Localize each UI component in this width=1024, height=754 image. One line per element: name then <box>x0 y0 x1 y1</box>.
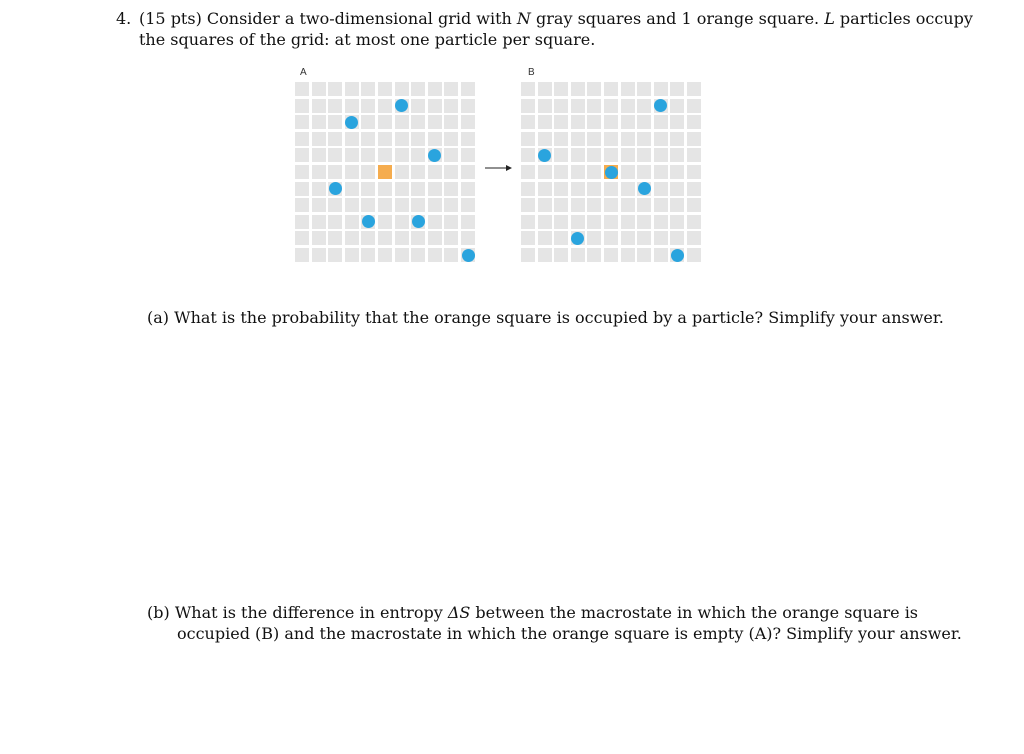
part-b-line-2: occupied (B) and the macrostate in which the orange square is empty (A)? Simplify your answer. <box>177 624 962 643</box>
gray-square <box>361 248 375 262</box>
particle <box>462 249 475 262</box>
gray-square <box>538 215 552 229</box>
gray-square <box>637 82 651 96</box>
gray-square <box>428 248 442 262</box>
gray-square <box>361 99 375 113</box>
gray-square <box>637 115 651 129</box>
gray-square <box>554 231 568 245</box>
gray-square <box>654 82 668 96</box>
gray-square <box>312 132 326 146</box>
gray-square <box>345 231 359 245</box>
gray-square <box>361 148 375 162</box>
gray-square <box>670 132 684 146</box>
gray-square <box>604 248 618 262</box>
gray-square <box>587 231 601 245</box>
particle <box>345 116 358 129</box>
grid-panel-b <box>521 82 704 265</box>
gray-square <box>670 115 684 129</box>
gray-square <box>687 215 701 229</box>
panel-b-label: B <box>528 67 535 78</box>
particle <box>329 182 342 195</box>
gray-square <box>295 215 309 229</box>
gray-square <box>395 215 409 229</box>
gray-square <box>604 115 618 129</box>
gray-square <box>538 198 552 212</box>
gray-square <box>312 182 326 196</box>
gray-square <box>521 248 535 262</box>
gray-square <box>637 165 651 179</box>
gray-square <box>538 99 552 113</box>
gray-square <box>587 82 601 96</box>
gray-square <box>604 82 618 96</box>
gray-square <box>621 99 635 113</box>
gray-square <box>411 182 425 196</box>
gray-square <box>345 182 359 196</box>
gray-square <box>444 99 458 113</box>
gray-square <box>428 198 442 212</box>
gray-square <box>378 82 392 96</box>
gray-square <box>295 115 309 129</box>
gray-square <box>461 115 475 129</box>
gray-square <box>295 132 309 146</box>
gray-square <box>654 248 668 262</box>
gray-square <box>670 231 684 245</box>
gray-square <box>444 165 458 179</box>
gray-square <box>428 99 442 113</box>
gray-square <box>328 198 342 212</box>
gray-square <box>328 148 342 162</box>
gray-square <box>571 82 585 96</box>
gray-square <box>312 82 326 96</box>
gray-square <box>521 165 535 179</box>
delta-s: ΔS <box>447 603 471 622</box>
gray-square <box>670 165 684 179</box>
gray-square <box>395 165 409 179</box>
gray-square <box>587 115 601 129</box>
particle <box>428 149 441 162</box>
gray-square <box>328 82 342 96</box>
particle <box>638 182 651 195</box>
gray-square <box>687 132 701 146</box>
gray-square <box>637 198 651 212</box>
gray-square <box>461 215 475 229</box>
gray-square <box>395 231 409 245</box>
gray-square <box>621 115 635 129</box>
gray-square <box>637 231 651 245</box>
gray-square <box>687 198 701 212</box>
gray-square <box>428 182 442 196</box>
gray-square <box>571 198 585 212</box>
gray-square <box>428 215 442 229</box>
gray-square <box>395 148 409 162</box>
gray-square <box>295 165 309 179</box>
question-text-b: gray squares and 1 orange square. <box>530 9 825 28</box>
particle <box>654 99 667 112</box>
gray-square <box>621 132 635 146</box>
gray-square <box>461 148 475 162</box>
particle <box>412 215 425 228</box>
gray-square <box>654 148 668 162</box>
gray-square <box>395 82 409 96</box>
gray-square <box>444 115 458 129</box>
gray-square <box>295 82 309 96</box>
gray-square <box>571 148 585 162</box>
gray-square <box>378 248 392 262</box>
gray-square <box>604 231 618 245</box>
gray-square <box>395 182 409 196</box>
question-text-c: particles occupy <box>834 9 973 28</box>
gray-square <box>378 115 392 129</box>
gray-square <box>428 132 442 146</box>
gray-square <box>361 115 375 129</box>
gray-square <box>295 231 309 245</box>
panel-a-label: A <box>300 67 307 78</box>
gray-square <box>654 182 668 196</box>
gray-square <box>312 99 326 113</box>
gray-square <box>428 82 442 96</box>
gray-square <box>637 132 651 146</box>
gray-square <box>361 82 375 96</box>
gray-square <box>361 165 375 179</box>
gray-square <box>621 182 635 196</box>
gray-square <box>521 99 535 113</box>
gray-square <box>654 132 668 146</box>
gray-square <box>637 248 651 262</box>
gray-square <box>571 215 585 229</box>
gray-square <box>554 198 568 212</box>
gray-square <box>687 231 701 245</box>
gray-square <box>587 248 601 262</box>
gray-square <box>295 148 309 162</box>
gray-square <box>554 165 568 179</box>
particle <box>538 149 551 162</box>
gray-square <box>461 132 475 146</box>
gray-square <box>521 215 535 229</box>
gray-square <box>621 148 635 162</box>
gray-square <box>571 182 585 196</box>
gray-square <box>587 198 601 212</box>
gray-square <box>411 148 425 162</box>
gray-square <box>411 231 425 245</box>
gray-square <box>345 198 359 212</box>
gray-square <box>328 99 342 113</box>
gray-square <box>538 82 552 96</box>
gray-square <box>461 198 475 212</box>
gray-square <box>670 198 684 212</box>
gray-square <box>378 132 392 146</box>
gray-square <box>587 215 601 229</box>
arrow-icon <box>484 162 514 174</box>
gray-square <box>461 99 475 113</box>
question-text-a: Consider a two-dimensional grid with <box>201 9 517 28</box>
gray-square <box>687 99 701 113</box>
gray-square <box>621 82 635 96</box>
gray-square <box>571 165 585 179</box>
gray-square <box>571 115 585 129</box>
gray-square <box>654 215 668 229</box>
gray-square <box>538 132 552 146</box>
part-a-label: (a) <box>147 308 170 327</box>
gray-square <box>312 148 326 162</box>
gray-square <box>444 82 458 96</box>
gray-square <box>461 82 475 96</box>
gray-square <box>411 248 425 262</box>
gray-square <box>621 215 635 229</box>
var-l: L <box>824 9 835 28</box>
gray-square <box>554 182 568 196</box>
points: (15 pts) <box>139 9 202 28</box>
gray-square <box>295 182 309 196</box>
gray-square <box>587 99 601 113</box>
particle <box>395 99 408 112</box>
gray-square <box>521 148 535 162</box>
part-b-text-a: What is the difference in entropy <box>169 603 448 622</box>
gray-square <box>538 115 552 129</box>
gray-square <box>378 198 392 212</box>
gray-square <box>361 132 375 146</box>
gray-square <box>604 132 618 146</box>
gray-square <box>687 182 701 196</box>
gray-square <box>687 165 701 179</box>
gray-square <box>312 115 326 129</box>
gray-square <box>654 165 668 179</box>
gray-square <box>670 82 684 96</box>
gray-square <box>345 82 359 96</box>
gray-square <box>687 248 701 262</box>
gray-square <box>538 165 552 179</box>
question-line-1 <box>139 9 973 29</box>
gray-square <box>428 165 442 179</box>
gray-square <box>378 215 392 229</box>
part-a <box>147 308 944 328</box>
gray-square <box>687 115 701 129</box>
gray-square <box>295 198 309 212</box>
particle <box>571 232 584 245</box>
gray-square <box>345 248 359 262</box>
gray-square <box>444 198 458 212</box>
question-line-2: the squares of the grid: at most one particle per square. <box>139 30 596 49</box>
gray-square <box>654 115 668 129</box>
gray-square <box>604 182 618 196</box>
gray-square <box>604 198 618 212</box>
gray-square <box>328 132 342 146</box>
gray-square <box>521 115 535 129</box>
gray-square <box>345 165 359 179</box>
grid-panel-a <box>295 82 478 265</box>
gray-square <box>554 82 568 96</box>
gray-square <box>395 132 409 146</box>
gray-square <box>345 215 359 229</box>
part-b-line-1 <box>147 603 918 623</box>
gray-square <box>687 82 701 96</box>
part-a-text: What is the probability that the orange square is occupied by a particle? Simplify your answer. <box>169 308 944 327</box>
var-n: N <box>516 9 531 28</box>
gray-square <box>361 198 375 212</box>
gray-square <box>461 182 475 196</box>
gray-square <box>571 248 585 262</box>
gray-square <box>571 132 585 146</box>
gray-square <box>378 99 392 113</box>
gray-square <box>670 148 684 162</box>
gray-square <box>621 231 635 245</box>
part-b-label: (b) <box>147 603 170 622</box>
gray-square <box>312 165 326 179</box>
gray-square <box>361 231 375 245</box>
gray-square <box>637 99 651 113</box>
gray-square <box>654 231 668 245</box>
gray-square <box>378 182 392 196</box>
gray-square <box>670 215 684 229</box>
gray-square <box>604 148 618 162</box>
gray-square <box>411 99 425 113</box>
gray-square <box>444 182 458 196</box>
particle <box>671 249 684 262</box>
gray-square <box>378 231 392 245</box>
gray-square <box>554 248 568 262</box>
gray-square <box>428 115 442 129</box>
gray-square <box>521 182 535 196</box>
gray-square <box>604 99 618 113</box>
gray-square <box>395 248 409 262</box>
gray-square <box>538 248 552 262</box>
gray-square <box>395 115 409 129</box>
gray-square <box>345 99 359 113</box>
gray-square <box>461 165 475 179</box>
gray-square <box>637 148 651 162</box>
gray-square <box>444 215 458 229</box>
gray-square <box>521 231 535 245</box>
gray-square <box>345 132 359 146</box>
gray-square <box>444 132 458 146</box>
gray-square <box>328 231 342 245</box>
gray-square <box>670 182 684 196</box>
gray-square <box>554 148 568 162</box>
gray-square <box>428 231 442 245</box>
gray-square <box>621 198 635 212</box>
gray-square <box>604 215 618 229</box>
gray-square <box>687 148 701 162</box>
gray-square <box>295 99 309 113</box>
gray-square <box>328 165 342 179</box>
gray-square <box>461 231 475 245</box>
gray-square <box>328 248 342 262</box>
gray-square <box>411 115 425 129</box>
gray-square <box>444 231 458 245</box>
gray-square <box>312 231 326 245</box>
gray-square <box>521 198 535 212</box>
part-b-text-b: between the macrostate in which the orange square is <box>470 603 919 622</box>
gray-square <box>621 165 635 179</box>
gray-square <box>345 148 359 162</box>
gray-square <box>312 248 326 262</box>
gray-square <box>411 82 425 96</box>
gray-square <box>621 248 635 262</box>
particle <box>605 166 618 179</box>
gray-square <box>554 132 568 146</box>
gray-square <box>637 215 651 229</box>
gray-square <box>554 99 568 113</box>
gray-square <box>538 231 552 245</box>
gray-square <box>654 198 668 212</box>
gray-square <box>361 182 375 196</box>
gray-square <box>395 198 409 212</box>
gray-square <box>571 99 585 113</box>
gray-square <box>554 115 568 129</box>
gray-square <box>554 215 568 229</box>
gray-square <box>328 215 342 229</box>
gray-square <box>295 248 309 262</box>
question-number: 4. <box>116 9 132 28</box>
gray-square <box>411 165 425 179</box>
gray-square <box>587 148 601 162</box>
gray-square <box>670 99 684 113</box>
gray-square <box>587 165 601 179</box>
gray-square <box>587 132 601 146</box>
gray-square <box>312 215 326 229</box>
gray-square <box>521 132 535 146</box>
gray-square <box>328 115 342 129</box>
orange-square <box>378 165 392 179</box>
gray-square <box>521 82 535 96</box>
gray-square <box>378 148 392 162</box>
gray-square <box>444 148 458 162</box>
gray-square <box>411 132 425 146</box>
gray-square <box>312 198 326 212</box>
gray-square <box>411 198 425 212</box>
gray-square <box>444 248 458 262</box>
particle <box>362 215 375 228</box>
gray-square <box>587 182 601 196</box>
gray-square <box>538 182 552 196</box>
